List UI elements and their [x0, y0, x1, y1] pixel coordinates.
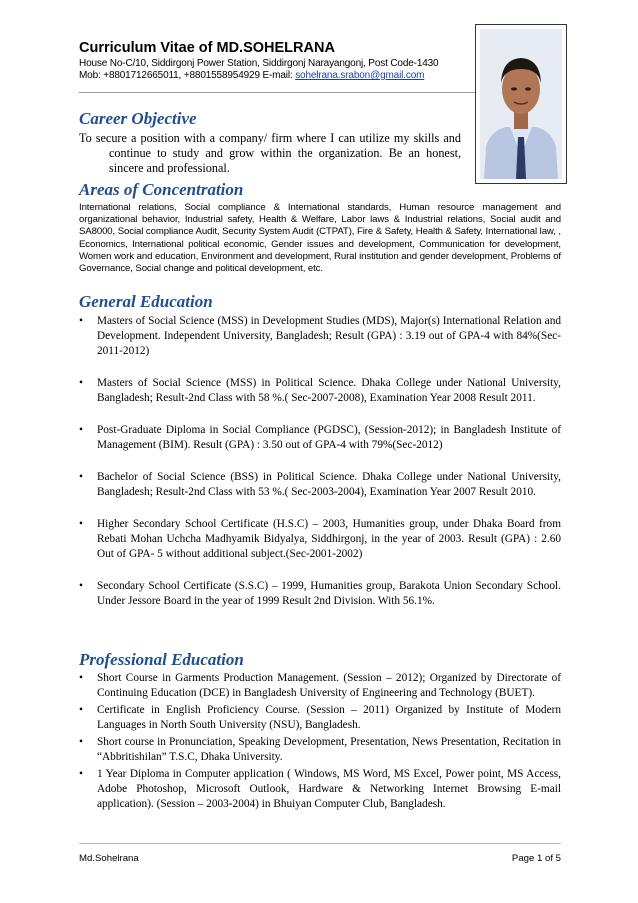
- bullet-icon: •: [79, 736, 83, 748]
- list-item: [79, 470, 561, 500]
- education-entry: Secondary School Certificate (S.S.C) – 1999, Humanities group, Barakota Union Secondary School. Under Jessore Board in the year of 1999 Result 2nd Division. With 56.1%.: [97, 580, 561, 607]
- footer-author: Md.Sohelrana: [79, 853, 139, 864]
- professional-education-heading: Professional Education: [79, 650, 244, 669]
- contact-line: [79, 70, 424, 81]
- course-entry: Certificate in English Proficiency Course. (Session – 2011) Organized by Institute of Modern Languages in North South University (NSU), Bangladesh.: [97, 704, 561, 731]
- header-divider: [79, 92, 475, 93]
- page-number: Page 1 of 5: [511, 853, 561, 864]
- bullet-icon: •: [79, 704, 83, 716]
- phone-text: Mob: +8801712665011, +8801558954929 E-mail:: [79, 70, 296, 81]
- education-entry: Masters of Social Science (MSS) in Political Science. Dhaka College under National University, Bangladesh; Result-2nd Class with 58 %.( Sec-2007-2008), Examination Year 2008 Result 2011.: [97, 377, 561, 404]
- profile-photo: [475, 24, 567, 184]
- course-entry: Short Course in Garments Production Management. (Session – 2012); Organized by Directorate of Continuing Education (DCE) in Bangladesh University of Engineering and Technology (BUET).: [97, 672, 561, 699]
- career-objective-text: To secure a position with a company/ firm where I can utilize my skills and continue to study and grow within the organization. Be an honest, sincere and professional.: [79, 131, 461, 175]
- list-item: [79, 579, 561, 609]
- list-item: [79, 703, 561, 733]
- bullet-icon: •: [79, 768, 83, 780]
- areas-text: International relations, Social compliance & International standards, Human resource management and organizational behavior, Industrial safety, Health & Welfare, Labor laws & Industrial relations, Social audit and SA8000, Social compliance Audit, Security System Audit (CTPAT), Fire & Safety, Health & Safety, International law, , Economics, International political economic, Gender issues and development, Communication for development, Women work and education, Environment and development, Rural institution and gender development, Problems of Governance, Social change and political development, etc.: [79, 202, 561, 275]
- address-line: House No-C/10, Siddirgonj Power Station, Siddirgonj Narayangonj, Post Code-1430: [79, 58, 439, 69]
- list-item: [79, 767, 561, 812]
- email-link[interactable]: sohelrana.srabon@gmail.com: [295, 70, 425, 81]
- education-entry: Masters of Social Science (MSS) in Development Studies (MDS), Major(s) International Relation and Development. Independent University, Bangladesh; Result (GPA) : 3.19 out of GPA-4 with 84%(Sec-2011-2012): [97, 315, 561, 357]
- bullet-icon: •: [79, 580, 83, 592]
- list-item: [79, 671, 561, 701]
- bullet-icon: •: [79, 315, 83, 327]
- list-item: [79, 735, 561, 765]
- bullet-icon: •: [79, 672, 83, 684]
- list-item: [79, 314, 561, 359]
- bullet-icon: •: [79, 471, 83, 483]
- education-entry: Higher Secondary School Certificate (H.S.C) – 2003, Humanities group, under Dhaka Board from Rebati Mohan Uchcha Madhyamik Bidyalya, Siddhirgonj, in the year of 2003. Result (GPA) : 2.60 Out of GPA- 5 without additional subject.(Sec-2001-2002): [97, 518, 561, 560]
- career-objective-heading: Career Objective: [79, 109, 197, 128]
- course-entry: Short course in Pronunciation, Speaking Development, Presentation, News Presentation, Recitation in “Abbritishilan” T.S.C, Dhaka University.: [97, 736, 561, 763]
- bullet-icon: •: [79, 518, 83, 530]
- education-entry: Bachelor of Social Science (BSS) in Political Science. Dhaka College under National University, Bangladesh; Result-2nd Class with 53 %.( Sec-2003-2004), Examination Year 2007 Result 2010.: [97, 471, 561, 498]
- footer-divider: [79, 843, 561, 844]
- document-title: Curriculum Vitae of MD.SOHELRANA: [79, 40, 335, 56]
- professional-education-list: [79, 671, 561, 814]
- list-item: [79, 376, 561, 406]
- areas-heading: Areas of Concentration: [79, 180, 244, 199]
- bullet-icon: •: [79, 377, 83, 389]
- bullet-icon: •: [79, 424, 83, 436]
- general-education-heading: General Education: [79, 292, 213, 311]
- course-entry: 1 Year Diploma in Computer application ( Windows, MS Word, MS Excel, Power point, MS Access, Adobe Photoshop, Microsoft Outlook, Hardware & Networking Internet Browsing E-mail application). (Session – 2003-2004) in Bhuiyan Computer Club, Bangladesh.: [97, 768, 561, 810]
- list-item: [79, 423, 561, 453]
- education-entry: Post-Graduate Diploma in Social Compliance (PGDSC), (Session-2012); in Bangladesh Institute of Management (BIM). Result (GPA) : 3.50 out of GPA-4 with 79%(Sec-2012): [97, 424, 561, 451]
- person-photo-icon: [480, 29, 562, 179]
- list-item: [79, 517, 561, 562]
- general-education-list: [79, 314, 561, 626]
